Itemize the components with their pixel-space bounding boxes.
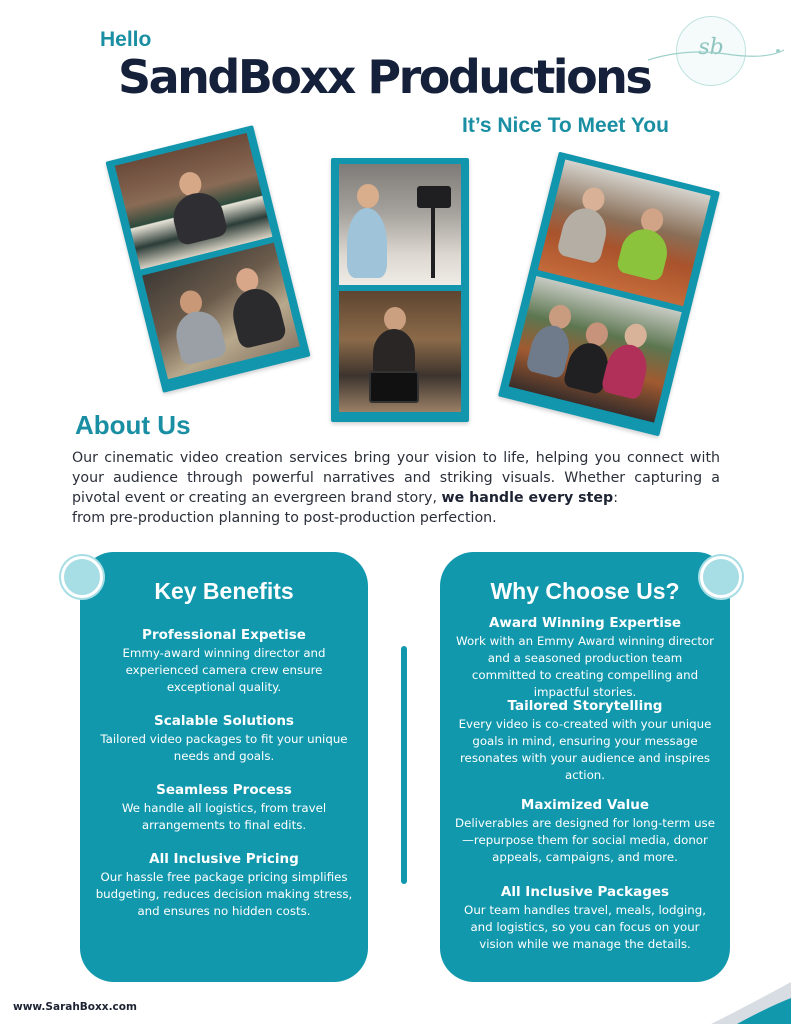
greeting-text: Hello [100, 28, 152, 51]
about-title: About Us [75, 410, 191, 440]
decorative-circle [61, 556, 103, 598]
reason-item [440, 883, 730, 953]
corner-swoosh-icon [671, 964, 791, 1024]
about-body-text: Our cinematic video creation services bring your vision to life, helping you connect with your audience through powerful narratives and striking visuals. Whether capturing a pivotal event or creating an evergreen brand story, [72, 450, 720, 506]
photo-strip-middle [331, 158, 469, 422]
benefit-heading: All Inclusive Pricing [149, 851, 299, 867]
photo-camera-setup [339, 164, 461, 285]
reason-heading: Tailored Storytelling [507, 698, 663, 714]
why-choose-card [440, 552, 730, 982]
reason-text: Every video is co-created with your unique goals in mind, ensuring your message resonates with your audience and inspires action. [458, 717, 712, 782]
benefit-item [80, 626, 368, 696]
benefit-heading: Scalable Solutions [154, 713, 294, 729]
reason-heading: Maximized Value [520, 797, 650, 813]
benefit-heading: Professional Expetise [142, 627, 306, 643]
decorative-circle [700, 556, 742, 598]
about-body [72, 448, 720, 528]
about-body-colon: : [613, 490, 618, 506]
about-body-last-line: from pre-production planning to post-production perfection. [72, 510, 497, 526]
key-benefits-card [80, 552, 368, 982]
brand-title: SandBoxx Productions [118, 50, 651, 104]
logo-swoosh-icon [646, 40, 786, 70]
reason-heading: Award Winning Expertise [488, 615, 682, 631]
photo-monitor-shot [339, 291, 461, 412]
benefit-item [80, 850, 368, 920]
benefit-item [80, 712, 368, 765]
reason-heading: All Inclusive Packages [500, 884, 670, 900]
about-body-bold: we handle every step [441, 490, 614, 506]
website-link[interactable]: www.SarahBoxx.com [13, 1001, 137, 1013]
reason-text: Deliverables are designed for long-term use—repurpose them for social media, donor appeals, campaigns, and more. [455, 816, 715, 864]
center-divider [401, 646, 407, 884]
photo-strip-right [498, 152, 720, 437]
tagline-text: It’s Nice To Meet You [462, 114, 669, 137]
benefit-heading: Seamless Process [156, 782, 292, 798]
benefit-item [80, 781, 368, 834]
reason-item [440, 614, 730, 701]
reason-text: Our team handles travel, meals, lodging, and logistics, so you can focus on your vision while we manage the details. [464, 903, 706, 951]
reason-item [440, 796, 730, 866]
benefit-text: We handle all logistics, from travel arrangements to final edits. [121, 801, 327, 832]
key-benefits-title: Key Benefits [154, 578, 294, 604]
logo-monogram: sb [698, 35, 724, 60]
photo-strip-left [105, 125, 310, 393]
why-choose-title: Why Choose Us? [490, 578, 680, 604]
benefit-text: Tailored video packages to fit your unique needs and goals. [100, 732, 348, 763]
benefit-text: Emmy-award winning director and experienced camera crew ensure exceptional quality. [122, 646, 326, 694]
benefit-text: Our hassle free package pricing simplifies budgeting, reduces decision making stress, and ensures no hidden costs. [95, 870, 353, 918]
reason-item [440, 697, 730, 784]
reason-text: Work with an Emmy Award winning director and a seasoned production team committed to creating compelling and impactful stories. [455, 634, 715, 699]
